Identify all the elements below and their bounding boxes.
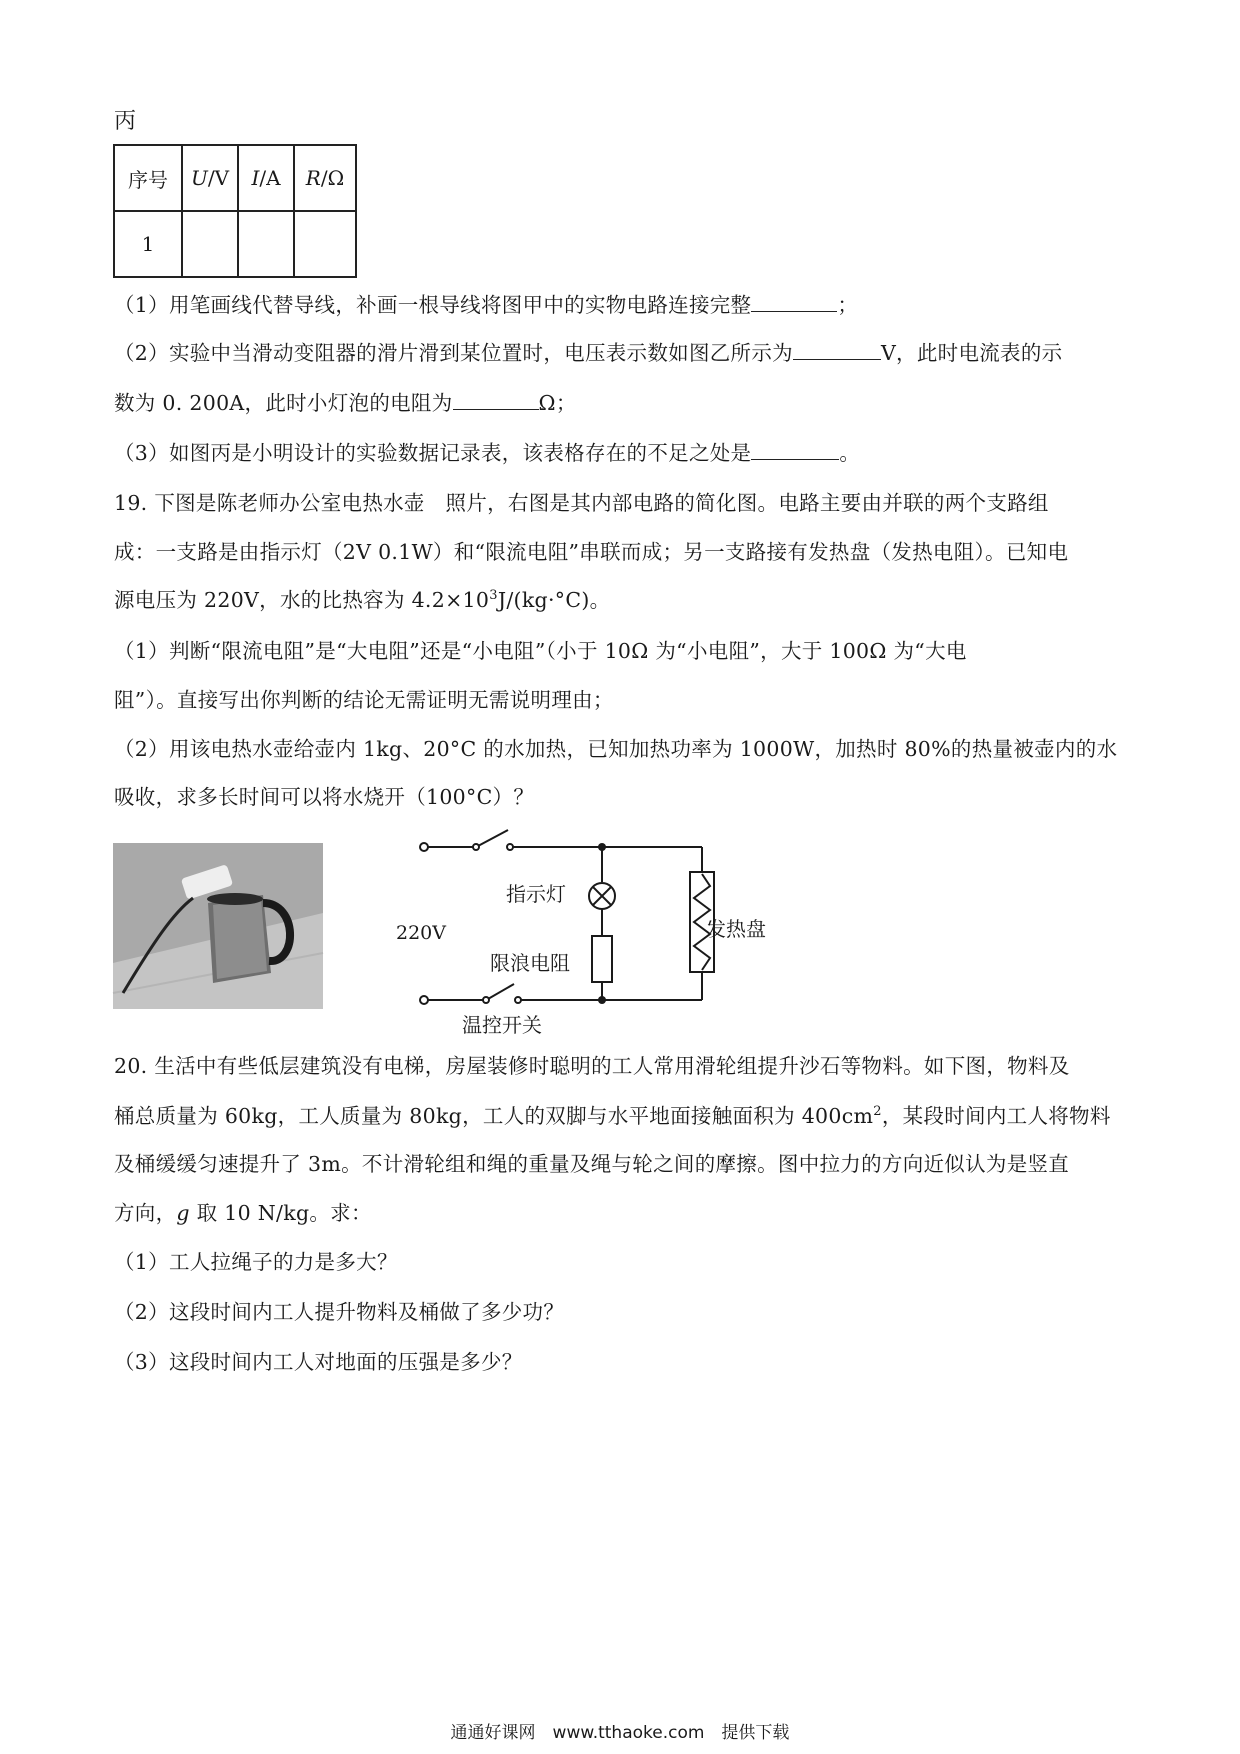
voltage-label: 220V xyxy=(396,922,446,944)
q19-part1-line2: 阻”）。直接写出你判断的结论无需证明无需说明理由； xyxy=(114,688,614,712)
answer-blank xyxy=(453,387,539,410)
q19-line3: 源电压为 220V，水的比热容为 $4.2\times 10^3J/(kg\cdot^\circ C)$。 xyxy=(114,588,611,612)
junction-dot xyxy=(598,843,606,851)
q19-part2-line1: （2）用该电热水壶给壶内 1kg、20°C 的水加热，已知加热功率为 1000W，加热时 80%的热量被壶内的水 xyxy=(114,737,1118,761)
q18-part3: （3）如图丙是小明设计的实验数据记录表，该表格存在的不足之处是 。 xyxy=(114,437,860,468)
q20-part3: （3）这段时间内工人对地面的压强是多少？ xyxy=(114,1350,523,1374)
cell-resistance xyxy=(294,211,356,277)
table-label: 丙 xyxy=(114,109,137,134)
q20-line3: 及桶缓缓匀速提升了 3m。不计滑轮组和绳的重量及绳与轮之间的摩擦。图中拉力的方向近似认为是竖直 xyxy=(114,1152,1070,1176)
thermostat-switch-label: 温控开关 xyxy=(462,1013,542,1037)
heating-plate-label: 发热盘 xyxy=(706,917,766,941)
answer-blank xyxy=(751,289,837,312)
table-header-row xyxy=(114,145,356,211)
q19-line2: 成：一支路是由指示灯（2V 0.1W）和“限流电阻”串联而成；另一支路接有发热盘（发热电阻）。已知电 xyxy=(114,540,1069,564)
table-row xyxy=(114,211,356,277)
header-voltage: U/V xyxy=(182,145,238,211)
cell-current xyxy=(238,211,294,277)
q19-part1-line1: （1）判断“限流电阻”是“大电阻”还是“小电阻”（小于 10Ω 为“小电阻”，大于 100Ω 为“大电 xyxy=(114,639,967,663)
q20-part2: （2）这段时间内工人提升物料及桶做了多少功？ xyxy=(114,1300,565,1324)
current-limit-resistor-label: 限浪电阻 xyxy=(490,951,570,975)
q20-part1: （1）工人拉绳子的力是多大？ xyxy=(114,1250,398,1274)
q20-line2: 桶总质量为 60kg，工人质量为 80kg，工人的双脚与水平地面接触面积为 $400cm^2$，某段时间内工人将物料 xyxy=(114,1104,1111,1128)
answer-blank xyxy=(793,337,881,360)
header-index: 序号 xyxy=(114,145,182,211)
q20-line1: 20. 生活中有些低层建筑没有电梯，房屋装修时聪明的工人常用滑轮组提升沙石等物料。如下图，物料及 xyxy=(114,1054,1070,1078)
answer-blank xyxy=(751,437,839,460)
row-index: 1 xyxy=(114,211,182,277)
cell-voltage xyxy=(182,211,238,277)
header-current: I/A xyxy=(238,145,294,211)
junction-dot xyxy=(598,996,606,1004)
q18-part2-line1: （2）实验中当滑动变阻器的滑片滑到某位置时，电压表示数如图乙所示为 V，此时电流表的示 xyxy=(114,337,1062,368)
q19-part2-line2: 吸收，求多长时间可以将水烧开（100°C）？ xyxy=(114,785,535,809)
page-footer: 通通好课网 www.tthaoke.com 提供下载 xyxy=(450,1723,790,1743)
kettle-circuit-diagram xyxy=(380,800,766,1040)
q18-part1: （1）用笔画线代替导线，补画一根导线将图甲中的实物电路连接完整 ； xyxy=(114,289,858,320)
q19-line1: 19. 下图是陈老师办公室电热水壶 照片，右图是其内部电路的简化图。电路主要由并联的两个支路组 xyxy=(114,491,1049,515)
indicator-lamp-label: 指示灯 xyxy=(506,882,566,906)
kettle-photo xyxy=(113,843,323,1009)
q20-line4: 方向，g 取 10 N/kg。求： xyxy=(114,1201,372,1225)
header-resistance: R/Ω xyxy=(294,145,356,211)
data-record-table xyxy=(113,144,357,278)
q18-part2-line2: 数为 0. 200A，此时小灯泡的电阻为 Ω； xyxy=(114,387,577,418)
